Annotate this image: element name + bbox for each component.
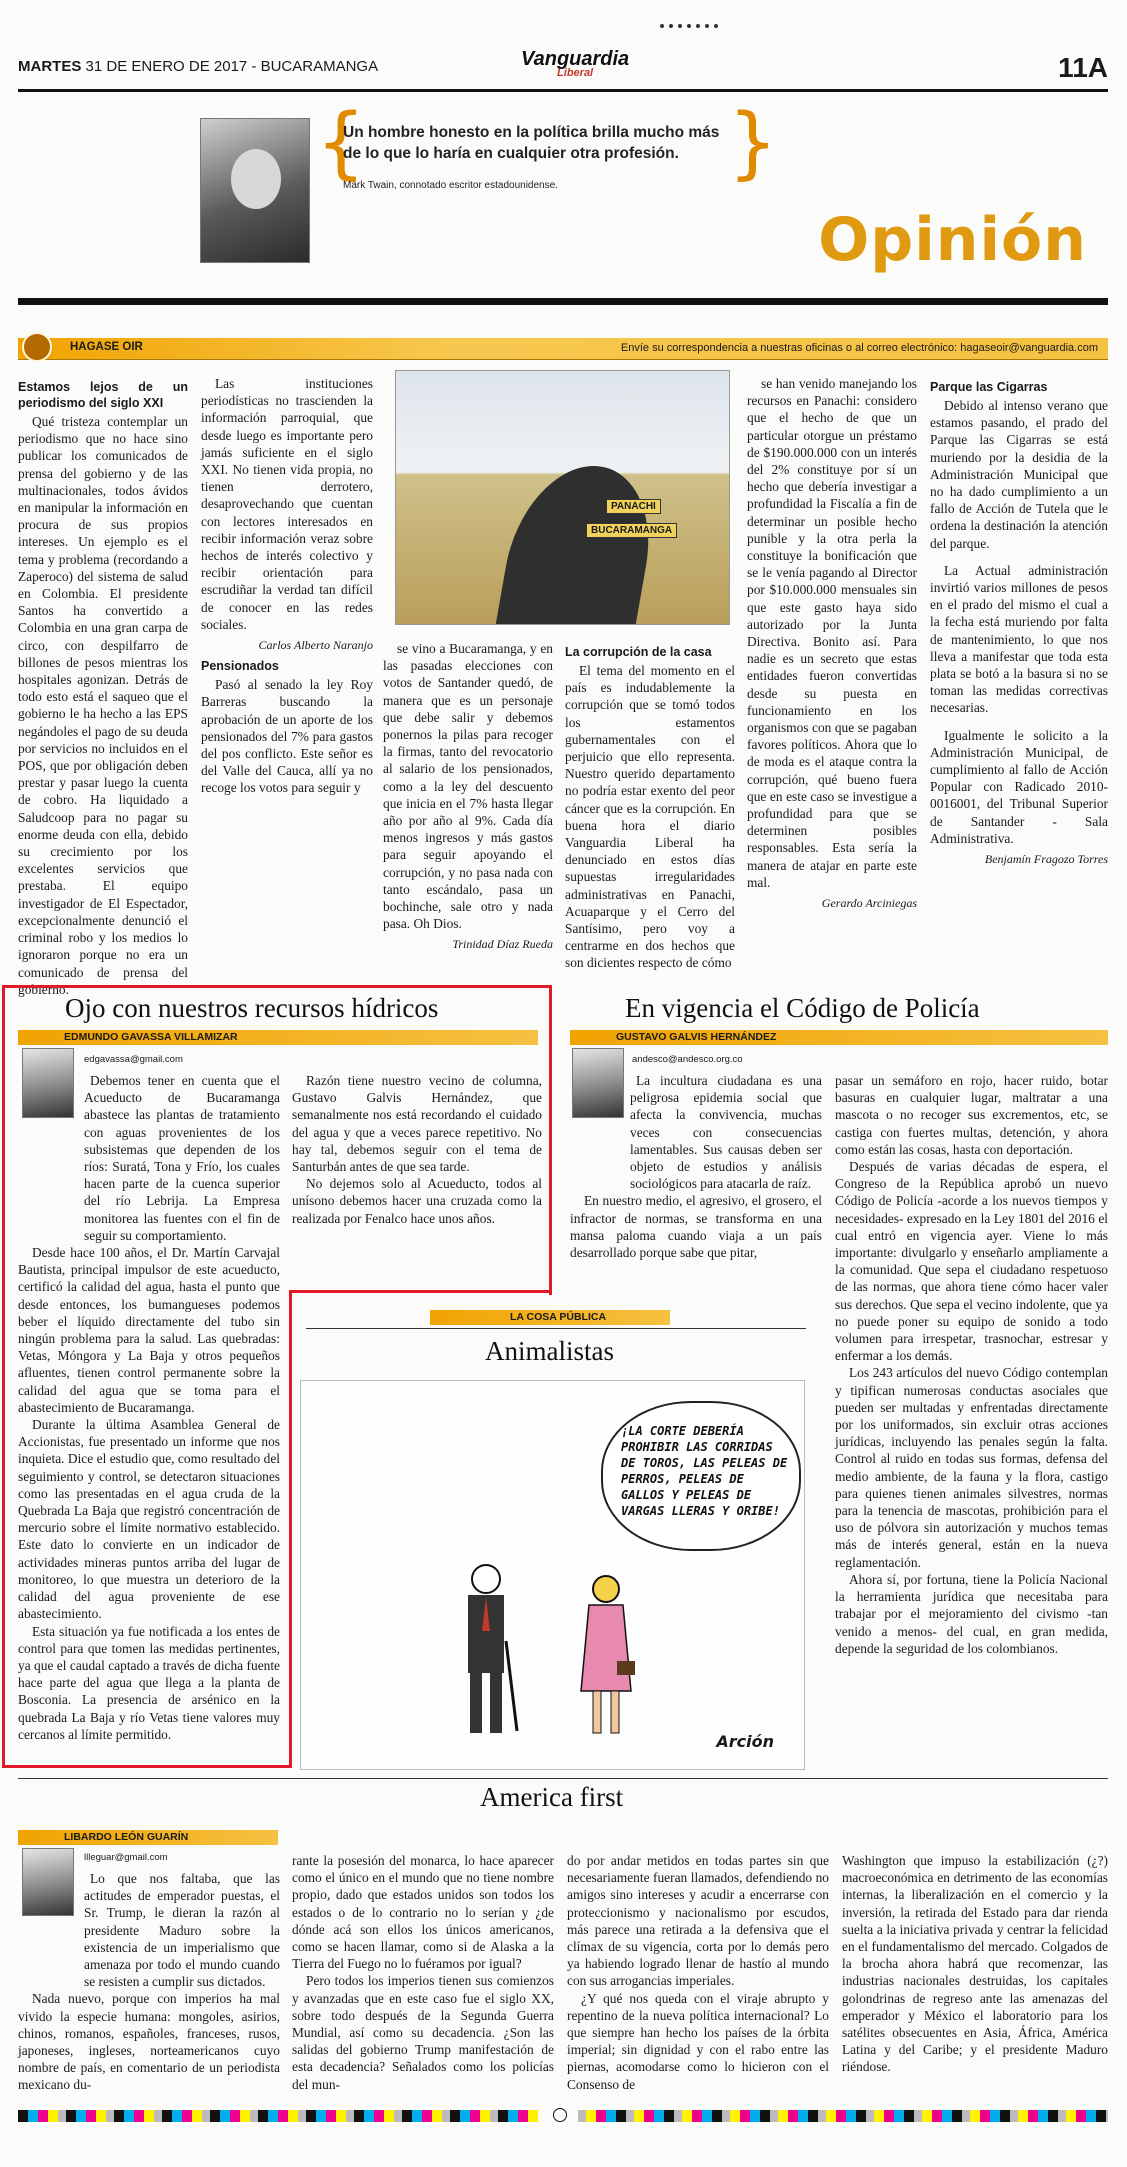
cartoon-kicker: LA COSA PÚBLICA: [430, 1310, 670, 1325]
article2-byline: GUSTAVO GALVIS HERNÁNDEZ: [570, 1030, 1108, 1045]
article3-paragraph: Nada nuevo, porque con imperios ha mal vivido la especie humana: mongoles, asirios, chinos, romanos, españoles, franceses, rusos, japoneses, ingleses, norteamericanos cuyo nombre de país, en comentario de un periodista mexicano du-: [18, 1991, 280, 2093]
article3-paragraph: rante la posesión del monarca, lo hace aparecer como el único en el mundo que no tiene nombre propio, dado que estados unidos son todos los estados o de lo contrario no lo serían y ¿de dónde acá son ellos los únicos americanos, como se hacen llamar, como si de Alaska a la Tierra del Fuego no lo fuéramos por igual?: [292, 1853, 554, 1972]
masthead: [18, 48, 1108, 92]
left-brace-icon: {: [316, 98, 366, 188]
letter-body: Pasó al senado la ley Roy Barreras buscando la aprobación de un aporte de los pensionados del 7% para gastos del pos conflicto. Este señor es del Valle del Cauca, allí ya no recoge los votos para seguir y: [201, 677, 373, 796]
hagase-oir-bar: [18, 338, 1108, 360]
article3-col-1: [18, 1870, 280, 2094]
registration-marks: [660, 24, 720, 32]
article1-paragraph: Durante la última Asamblea General de Accionistas, fue presentado un informe que nos inquieta. Dice el estudio que, como resultado del seguimiento y control, se detectaron situaciones como las presentadas en el agua cruda de la Quebrada La Baja que registró concentración de mercurio sobre el límite normativo establecido. Este dato lo convierte en un indicador de actividades mineras puntos arriba del lugar de monitoreo, lo que muestra un deterioro de la calidad del agua proveniente de ese abastecimiento.: [18, 1417, 280, 1622]
divider: [18, 298, 1108, 305]
article3-paragraph: Lo que nos faltaba, que las actitudes de emperador puestas, el Sr. Trump, le dieran la razón al presidente Maduro sobre la existencia de un imperialismo que amenaza por todo el mundo cuando se resisten a cumplir sus dictados.: [84, 1871, 280, 1990]
letter-col-6: [930, 375, 1108, 868]
letter-col-2: [201, 375, 373, 797]
quote-author: Mark Twain, connotado escritor estadounidense.: [343, 180, 558, 191]
article2-paragraph: En nuestro medio, el agresivo, el grosero, el infractor de normas, se transforma en una mansa paloma cuando viaja a un país desarrollado porque sabe que pitar,: [570, 1193, 822, 1261]
page-number: 11A: [1058, 52, 1108, 83]
letter-body: Debido al intenso verano que estamos pasando, el prado del Parque las Cigarras se está muriendo por la desidia de la Administración Municipal que no ha dado cumplimiento a un fallo de Acción de Tutela que le ordena la destinación la atención del parque.: [930, 398, 1108, 551]
letter-heading: Estamos lejos de un periodismo del siglo XXI: [18, 380, 188, 410]
article1-paragraph: Razón tiene nuestro vecino de columna, Gustavo Galvis Hernández, que semanalmente nos está recordando el cuidado del agua y que a veces parece repetitivo. No hay tal, debemos seguir con el tema de Santurbán antes de que sea tarde.: [292, 1073, 542, 1175]
article1-email: edgavassa@gmail.com: [84, 1054, 183, 1065]
letter-body: Qué tristeza contemplar un periodismo que no hace sino publicar los comunicados de prensa del gobierno y de las multinacionales, todos ávidos en manipular la información en procura de sus propios intereses. Un ejemplo es el tema y problema (recordando a Zaperoco) del sistema de salud en Colombia. El presidente Santos ha convertido a Colombia en una gran carpa de circo, con despilfarro de billones de pesos mientras los hospitales agonizan. Detrás de todo esto está el saqueo que el gobierno le ha hecho a las EPS negándoles el pago de su deuda por servicios no incluidos en el POS, que por obligación deben prestar y pasar luego la cuenta de cobro. Ha liquidado a Saludcoop para no pagar su enorme deuda con ella, debido su crecimiento por los excelentes servicios que prestaba. El equipo investigador de El Espectador, excepcionalmente denunció el criminal robo y los medios lo ignoraron porque no era un comunicado de prensa del gobierno.: [18, 414, 188, 997]
newspaper-logo: Vanguardia Liberal: [521, 48, 630, 79]
man-figure: [451, 1561, 521, 1741]
article2-title: En vigencia el Código de Policía: [625, 993, 980, 1023]
letter-heading: Pensionados: [201, 659, 279, 674]
speech-bubble-text: ¡LA CORTE DEBERÍA PROHIBIR LAS CORRIDAS DE TOROS, LAS PELEAS DE PERROS, PELEAS DE GALLOS Y PELEAS DE VARGAS LLERAS Y ORIBE!: [621, 1424, 788, 1518]
article2-col-1: [570, 1072, 822, 1261]
letter-body: El tema del momento en el país es indudablemente la corrupción que se tomó todos los estamentos gubernamentales con el perjuicio que ello representa. Nuestro querido departamento no podría estar exento del peor cáncer que es la corrupción. En buena hora el diario Vanguardia Liberal ha denunciado en estos días supuestas irregularidades administrativas en Panachi, Acuaparque y el Cerro del Santísimo, pero voy a centrarme en dos hechos que son dicientes respecto de cómo: [565, 663, 735, 971]
road-cartoon: [395, 370, 730, 625]
letter-heading: La corrupción de la casa: [565, 645, 712, 659]
article3-col-4: [842, 1852, 1108, 2076]
letter-body: se vino a Bucaramanga, y en las pasadas elecciones con votos de Santander quedó, de manera que es un personaje que debe salir y debemos ponernos la pilas para recoger la firmas, tanto del revocatorio al salario de los pensionados, como a la ley del descuento que inicia en el 7% hasta llegar año por año al 9%. Cada día menos ingresos y más gastos para seguir apoyando el corrupción, y no pasa nada con tanto escándalo, pasa un bochinche, sale otro y nada pasa. Oh Dios.: [383, 641, 553, 932]
letter-col-1: [18, 375, 188, 998]
article2-paragraph: Después de varias décadas de espera, el Congreso de la República aprobó un nuevo Código de Policía -acorde a los nuevos tiempos y necesidades- expresado en la Ley 1801 del 2016 el cual entró en vigencia ayer. Viene lo más importante: divulgarlo y enseñarlo ampliamente a la comunidad. Que sepa el ciudadano respetuoso de las normas, que ahora tiene cómo hacer valer sus derechos. Que sepa el vecino indolente, que ya no puede poner su equipo de sonido a todo volumen para irrespetar, trasnochar, estresar y enfermar a los demás.: [835, 1159, 1108, 1364]
article1-title: Ojo con nuestros recursos hídricos: [65, 993, 439, 1023]
letter-body: Las instituciones periodísticas no trascienden la información parroquial, que desde luego es importante pero jamás suficiente en el siglo XXI. No tienen vida propia, no tienen derrotero, desaprovechando que cuentan con lectores interesados en recibir información veraz sobre hechos de interés colectivo y recibir orientación para escrudiñar la verdad tan difícil de conocer en las redes sociales.: [201, 376, 373, 632]
article3-paragraph: do por andar metidos en todas partes sin que necesariamente fueran llamados, defendiendo no amigos sino intereses y acudir a encerrarse con proteccionismo y nacionalismo por escudos, más parece una retirada a la defensiva que el clímax de su vigencia, corta por lo demás pero ya habiendo logrado llenar de hastío al mundo con sus arrogancias imperiales.: [567, 1853, 829, 1989]
letter-signature: Benjamín Fragozo Torres: [984, 852, 1108, 867]
author-portrait: [200, 118, 310, 263]
right-brace-icon: }: [728, 98, 778, 188]
article1-paragraph: Esta situación ya fue notificada a los entes de control para que tomen las medidas pertinentes, ya que el caudal captado a través de dicha fuente hace parte del agua que llega a la planta de Bosconia. La presencia de arsénico en la quebrada La Baja y río Vetas tiene valores muy cercanos al límite permitido.: [18, 1623, 280, 1742]
masthead-date: MARTES 31 DE ENERO DE 2017 - BUCARAMANGA: [18, 58, 379, 75]
woman-figure: [571, 1571, 641, 1741]
divider: [18, 1778, 1108, 1779]
cartoon-sign: BUCARAMANGA: [586, 523, 677, 538]
article3-paragraph: Pero todos los imperios tienen sus comienzos y avanzadas que en este caso fue el siglo XX, sobre todo después de la Segunda Guerra Mundial, así como su decadencia. ¿Son las salidas del gobierno Trump manifestación de esta decadencia? Señalados como los policías del mun-: [292, 1973, 554, 2092]
letter-signature: Carlos Alberto Naranjo: [258, 638, 373, 653]
cartoon-sign: PANACHI: [606, 499, 661, 514]
hagase-oir-note: Envíe su correspondencia a nuestras oficinas o al correo electrónico: hagaseoir@vanguardia.com: [620, 342, 1098, 354]
article2-email: andesco@andesco.org.co: [632, 1054, 743, 1065]
article2-paragraph: pasar un semáforo en rojo, hacer ruido, botar basuras en cualquier lugar, maltratar a una mascota o no recoger sus excrementos, etc, se castiga con fuertes multas, detención, y ahora como están las cosas, hasta con deportación.: [835, 1073, 1108, 1157]
article2-paragraph: La incultura ciudadana es una peligrosa epidemia social que afecta la convivencia, muchas veces con consecuencias lamentables. Sus causas deben ser objeto de estudios y análisis sociológicos para atacarla de raíz.: [630, 1073, 822, 1192]
color-registration-bar: [18, 2110, 1108, 2124]
article3-title: America first: [480, 1782, 624, 1812]
hagase-oir-label: HAGASE OIR: [70, 341, 143, 353]
article1-paragraph: Desde hace 100 años, el Dr. Martín Carvajal Bautista, principal impulsor de este acueducto, certificó la calidad del agua, hasta el punto que desde entonces, los bumangueses podemos beber el líquido directamente del tubo sin ningún problema para la salud. Las quebradas: Vetas, Móngora y La Baja y otros pequeños afluentes, tienen control permanente sobre la calidad del agua que se toma para el abastecimiento de Bucaramanga.: [18, 1245, 280, 1415]
article3-col-3: [567, 1852, 829, 2093]
article1-col-1: [18, 1072, 280, 1743]
article3-paragraph: Washington que impuso la estabilización (¿?) macroeconómica en detrimento de las economías internas, la liberalización en el comercio y la inversión, la retirada del Estado para dar rienda suelta a la iniciativa privada y centrar la felicidad en el fundamentalismo del mercado. Colgados de la brocha ahora habrá que recomenzar, las industrias nacionales destruidas, los capitales golondrinas de regreso ante las amenazas del emperador y México el laboratorio para los satélites obsecuentes en Asia, África, América Latina y del Caribe; y el presidente Maduro riéndose.: [842, 1853, 1108, 2075]
letter-signature: Trinidad Díaz Rueda: [452, 937, 553, 952]
article2-col-2: [835, 1072, 1108, 1657]
letter-col-5: [747, 375, 917, 912]
letter-signature: Gerardo Arciniegas: [821, 896, 917, 911]
article2-paragraph: Ahora sí, por fortuna, tiene la Policía Nacional la herramienta jurídica que necesitaba para trabajar por el mejoramiento del civismo -tan venido a menos- del cual, en gran medida, depende la seguridad de los colombianos.: [835, 1571, 1108, 1656]
cartoonist-signature: Arción: [716, 1732, 774, 1751]
highlight-frame-join: [289, 1290, 552, 1293]
letter-col-4: [565, 640, 735, 972]
article3-byline: LIBARDO LEÓN GUARÍN: [18, 1830, 278, 1845]
article1-col-2: [292, 1072, 542, 1227]
article1-paragraph: No dejemos solo al Acueducto, todos al unísono debemos hacer una cruzada como la realizada por Fenalco hace unos años.: [292, 1176, 542, 1226]
quote-text: Un hombre honesto en la política brilla mucho más de lo que lo haría en cualquier otra profesión.: [343, 124, 720, 162]
animalistas-cartoon: [300, 1380, 805, 1770]
cartoon-title: Animalistas: [485, 1336, 614, 1366]
divider: [306, 1328, 806, 1329]
article3-col-2: [292, 1852, 554, 2093]
article1-paragraph: Debemos tener en cuenta que el Acueducto de Bucaramanga abastece las plantas de tratamiento con aguas provenientes de los subsistemas que dependen de los ríos: Suratá, Tona y Frío, los cuales hacen parte de la cuenca superior del río Lebrija. La Empresa monitorea las fuentes con el fin de seguir su comportamiento.: [84, 1073, 280, 1243]
letter-col-3: [383, 640, 553, 954]
article3-paragraph: ¿Y qué nos queda con el viraje abrupto y repentino de la nueva política internacional? Lo que siempre han hecho los países de la órbita imperial; sin dignidad y con el rabo entre las piernas, acomodarse como lo hicieron con el Consenso de: [567, 1990, 829, 2092]
letter-body: se han venido manejando los recursos en Panachi: considero que el hecho de que un particular otorgue un préstamo de $190.000.000 con un interés del 2% constituye por sí un hecho que debería investigar a profundidad la Fiscalía a fin de determinar un posible hecho punible y la otra perla la constituye la bonificación que se le venía pagando al Director por $10.000.000 mensuales sin que este gasto haya sido autorizado por la Junta Directiva. Bonito así. Para nadie es un secreto que estas entidades fueron convertidas desde su puesta en funcionamiento en los organismos con que se pagaban favores políticos. Ahora que lo de moda es el ataque contra la corrupción, qué bueno fuera que en este caso se investigue a profundidad para que se determinen posibles responsables. Esta sería la manera de atajar en parte este mal.: [747, 376, 917, 890]
letter-heading: Parque las Cigarras: [930, 380, 1048, 394]
article1-byline: EDMUNDO GAVASSA VILLAMIZAR: [18, 1030, 538, 1045]
letter-body: Igualmente le solicito a la Administración Municipal, de cumplimiento al fallo de Acción Popular con Radicado 2010-0016001, del Tribunal Superior de Santander - Sala Administrativa.: [930, 727, 1108, 846]
article3-email: llleguar@gmail.com: [84, 1852, 168, 1863]
letter-body: La Actual administración invirtió varios millones de pesos en el prado del mismo el cual a la fecha está muriendo por falta de mantenimiento, lo que nos lleva a manifestar que toda esta plata se botó a la basura si no se toman las medidas correctivas necesarias.: [930, 562, 1108, 716]
megaphone-icon: [22, 332, 52, 362]
section-title: Opinión: [818, 205, 1087, 275]
article2-paragraph: Los 243 artículos del nuevo Código contemplan y tipifican numerosas conductas asociales que pueden ser multadas y enfrentadas directamente por los uniformados, sin excluir otras acciones jurídicas, incluyendo las penales según la falta. Control al ruido en todas sus formas, defensa del medio ambiente, de la fauna y la flora, castigo para quienes tienen animales silvestres, normas para la tenencia de mascotas, prohibición para el uso de pólvora sin autorización y muchos temas más de interés general, están en la nueva reglamentación.: [835, 1365, 1108, 1570]
